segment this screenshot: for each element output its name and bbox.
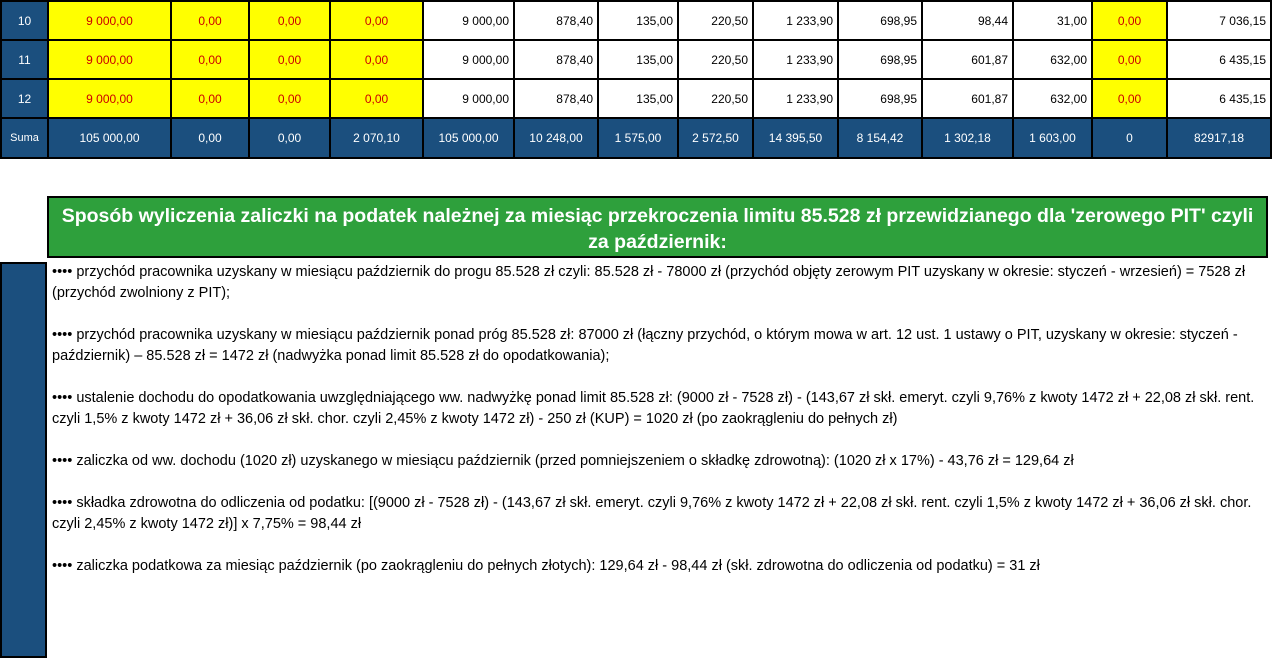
table-cell: 220,50 — [678, 40, 753, 79]
table-cell: 878,40 — [514, 40, 598, 79]
explanation-paragraph: •••• przychód pracownika uzyskany w miesiącu październik do progu 85.528 zł czyli: 85.528 zł - 78000 zł (przychód objęty zerowym PIT uzyskany w okresie: styczeń - wrzesień) = 7528 zł (przychód zwolniony z PIT); — [52, 264, 1246, 301]
month-cell: 10 — [1, 1, 48, 40]
section-title — [47, 196, 1268, 258]
table-cell: 0,00 — [330, 1, 423, 40]
table-cell: 0,00 — [1092, 79, 1167, 118]
table-cell: 0,00 — [171, 1, 249, 40]
table-body — [1, 1, 1271, 158]
table-cell: 220,50 — [678, 79, 753, 118]
table-cell: 0,00 — [1092, 1, 1167, 40]
table-cell: 9 000,00 — [423, 1, 514, 40]
table-cell: 9 000,00 — [423, 40, 514, 79]
table-row — [1, 1, 1271, 40]
table-cell: 9 000,00 — [48, 79, 171, 118]
table-cell: 878,40 — [514, 79, 598, 118]
side-bar — [0, 262, 47, 658]
table-cell: 698,95 — [838, 1, 922, 40]
table-cell: 0,00 — [171, 40, 249, 79]
table-cell: 135,00 — [598, 1, 678, 40]
table-cell: 601,87 — [922, 79, 1013, 118]
table-cell: 1 233,90 — [753, 40, 838, 79]
table-cell: 105 000,00 — [48, 118, 171, 158]
sum-row — [1, 118, 1271, 158]
table-cell: 0,00 — [330, 79, 423, 118]
month-cell: 12 — [1, 79, 48, 118]
table-cell: 9 000,00 — [48, 1, 171, 40]
table-cell: 0,00 — [330, 40, 423, 79]
table-cell: 105 000,00 — [423, 118, 514, 158]
table-cell: 0,00 — [171, 118, 249, 158]
table-cell: 6 435,15 — [1167, 79, 1271, 118]
table-cell: 632,00 — [1013, 79, 1092, 118]
explanation-paragraph: •••• zaliczka od ww. dochodu (1020 zł) uzyskanego w miesiącu październik (przed pomniejszeniem o składkę zdrowotną): (1020 zł x 17%) - 43,76 zł = 129,64 zł — [52, 453, 1074, 469]
table-cell: 0,00 — [249, 79, 330, 118]
table-cell: 2 070,10 — [330, 118, 423, 158]
table-cell: 220,50 — [678, 1, 753, 40]
explanation-paragraph: •••• ustalenie dochodu do opodatkowania uwzględniającego ww. nadwyżkę ponad limit 85.528 zł: (9000 zł - 7528 zł) - (143,67 zł skł. emeryt. czyli 9,76% z kwoty 1472 zł + 22,08 zł skł. rent. czyli 1,5% z kwoty 1472 zł + 36,06 zł skł. chor. czyli 2,45% z kwoty 1472 zł) - 250 zł (KUP) = 1020 zł (po zaokrągleniu do pełnych zł) — [52, 390, 1255, 427]
table-cell: 632,00 — [1013, 40, 1092, 79]
explanation-paragraph: •••• zaliczka podatkowa za miesiąc październik (po zaokrągleniu do pełnych złotych): 129,64 zł - 98,44 zł (skł. zdrowotna do odliczenia od podatku) = 31 zł — [52, 558, 1040, 574]
table-cell: 14 395,50 — [753, 118, 838, 158]
table-cell: 98,44 — [922, 1, 1013, 40]
table-cell: 9 000,00 — [423, 79, 514, 118]
table-cell: 31,00 — [1013, 1, 1092, 40]
table-cell: 9 000,00 — [48, 40, 171, 79]
table-cell: 0,00 — [249, 40, 330, 79]
tax-table — [0, 0, 1272, 159]
table-row — [1, 40, 1271, 79]
table-cell: 7 036,15 — [1167, 1, 1271, 40]
table-cell: 878,40 — [514, 1, 598, 40]
table-cell: 10 248,00 — [514, 118, 598, 158]
table-cell: 0,00 — [249, 118, 330, 158]
table-cell: 0 — [1092, 118, 1167, 158]
table-cell: 698,95 — [838, 40, 922, 79]
table-cell: 2 572,50 — [678, 118, 753, 158]
table-cell: 82917,18 — [1167, 118, 1271, 158]
table-cell: 6 435,15 — [1167, 40, 1271, 79]
table-cell: 698,95 — [838, 79, 922, 118]
sum-label: Suma — [1, 118, 48, 158]
table-cell: 8 154,42 — [838, 118, 922, 158]
table-cell: 135,00 — [598, 79, 678, 118]
section-title-text: Sposób wyliczenia zaliczki na podatek należnej za miesiąc przekroczenia limitu 85.528 zł przewidzianego dla 'zerowego PIT' czyli za październik: — [61, 205, 1254, 253]
table-cell: 0,00 — [249, 1, 330, 40]
explanation-paragraph: •••• składka zdrowotna do odliczenia od podatku: [(9000 zł - 7528 zł) - (143,67 zł skł. emeryt. czyli 9,76% z kwoty 1472 zł + 22,08 zł skł. rent. czyli 1,5% z kwoty 1472 zł + 36,06 zł skł. chor. czyli 2,45% z kwoty 1472 zł)] x 7,75% = 98,44 zł — [52, 495, 1252, 532]
table-cell: 0,00 — [1092, 40, 1167, 79]
month-cell: 11 — [1, 40, 48, 79]
table-cell: 601,87 — [922, 40, 1013, 79]
explanation-text — [52, 262, 1274, 598]
table-cell: 1 233,90 — [753, 1, 838, 40]
table-cell: 1 603,00 — [1013, 118, 1092, 158]
explanation-paragraph: •••• przychód pracownika uzyskany w miesiącu październik ponad próg 85.528 zł: 87000 zł (łączny przychód, o którym mowa w art. 12 ust. 1 ustawy o PIT, uzyskany w okresie: styczeń - październik) – 85.528 zł = 1472 zł (nadwyżka ponad limit 85.528 zł do opodatkowania); — [52, 327, 1238, 364]
table-cell: 1 233,90 — [753, 79, 838, 118]
table-cell: 1 302,18 — [922, 118, 1013, 158]
table-cell: 0,00 — [171, 79, 249, 118]
table-cell: 135,00 — [598, 40, 678, 79]
table-cell: 1 575,00 — [598, 118, 678, 158]
table-row — [1, 79, 1271, 118]
